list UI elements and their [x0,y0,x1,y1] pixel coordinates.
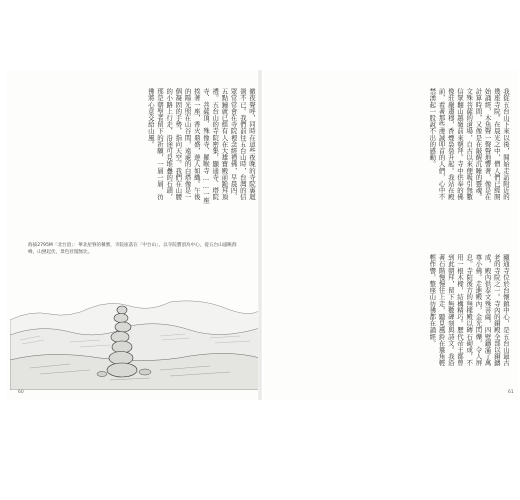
right-page-body-bottom: 顯通寺位於台懷鎮中心，是五台山最古老的寺院之一。寺內的銅殿全部以銅鑄成，殿內供奉文殊菩薩，四壁鑄滿了萬尊小佛。走進殿內，金光閃爍，令人屏息。寺院後方的無樑殿以磚石砌成，不用一根木樑，結構精巧。歷代帝王都曾到此朝拜，留下無數碑刻與詩文。我沿著石階慢慢往上走，聽見風鈴在簷角輕輕作響，整座山彷彿都在誦經。 [428,254,510,367]
page-number-left: 60 [18,390,24,395]
mountain-cairn-illustration [10,280,260,390]
book-gutter [258,70,262,400]
left-page-body-text: 徹夜聲呼，同時在這些夜晚的寺院裏迴盪不已。我們前往五台山時，台灣的信眾常常會在寺院裡念經禮佛，早晨四、五點鐘就已經有人在大雄寶殿前跪拜頂禮。五台山的寺院密集，顯通寺、塔院寺、菩薩頂、殊像寺、羅睺寺……一座挨著一座，香火鼎盛，遊人如織。午後的陽光照在山谷間，遠處的白塔像是一個凝固的手勢，指向天空。我們在山腰的小路上行走，沿途可見堆疊的石頭，那是朝聖者留下的祈願，一層一層，彷彿將心意交給山風。 [146,88,256,204]
photo-caption: 海拔2795M「北台頂」：華北屋脊的稱號，寺院座落在「中台山」、以寺院寶頂為中心，從五台山遠眺群峰，山巒起伏，景色壯闊無比。 [28,243,237,255]
right-page-body-top: 我從五台山下來以後，開始走訪附近的幾座寺院。在晨光之中，僧人們已經開始誦經，木魚聲一聲聲地響著，像是在計算時間，又像是在敲醒沉睡的靈魂。文殊菩薩的道場，自古以來便吸引無數信眾翻山越嶺前來朝拜。寺中供奉的佛像莊嚴肅穆，香煙裊裊升起。我站在殿前，看著那些虔誠叩首的人們，心中不禁湧起一股說不出的感動。 [428,88,510,201]
left-page [6,70,260,400]
page-number-right: 61 [508,390,514,395]
right-page [264,70,518,400]
